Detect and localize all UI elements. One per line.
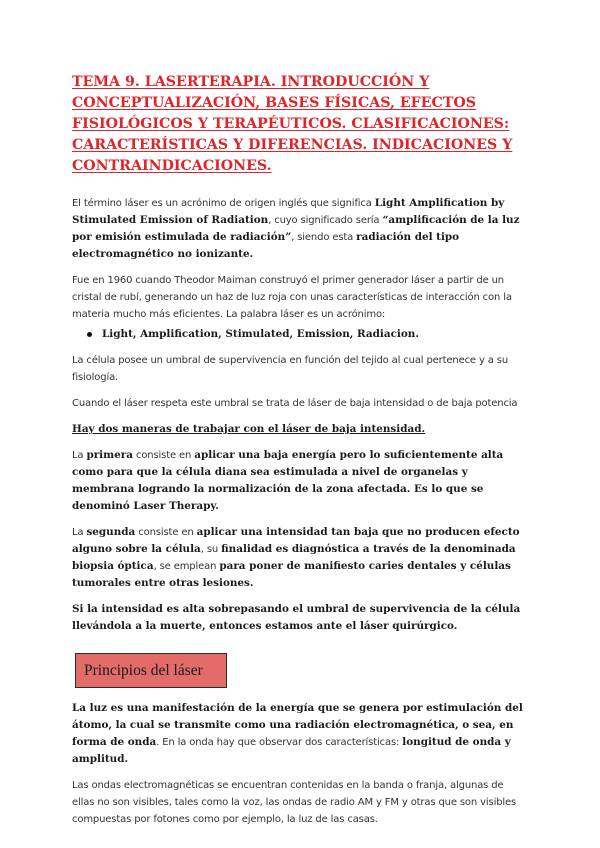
bold-text: aplicar una intensidad tan baja que no producen efecto alguno sobre la célula <box>72 526 520 555</box>
text-run: , su <box>200 544 222 555</box>
paragraph-light <box>72 700 528 768</box>
paragraph-threshold: La célula posee un umbral de supervivencia en función del tejido al cual pertenece y a su fisiología. <box>72 355 509 383</box>
bold-text: primera <box>86 449 133 461</box>
underlined-bold-text: Hay dos maneras de trabajar con el láser de baja intensidad. <box>72 423 426 435</box>
list-item <box>102 326 528 343</box>
text-run: , se emplean <box>153 561 220 572</box>
bold-text: aplicar una baja energía pero lo suficientemente alta como para que la célula diana sea estimulada a nivel de organelas y membrana logrando la normalización de la zona afectada. Es lo que se denominó Laser Therapy. <box>72 449 504 512</box>
bold-text: para poner de manifiesto caries dentales y células tumorales entre otras lesiones. <box>72 560 511 589</box>
text-run: La <box>72 527 87 538</box>
paragraph-definition <box>72 195 528 263</box>
bold-text: La luz es una manifestación de la energía que se genera por estimulación del átomo, la cual se transmite como una radiación electromagnética, o sea, en forma de onda <box>72 702 523 748</box>
paragraph-second-way <box>72 524 528 592</box>
text-run: La <box>72 450 87 461</box>
document-title: TEMA 9. LASERTERAPIA. INTRODUCCIÓN Y CONCEPTUALIZACIÓN, BASES FÍSICAS, EFECTOS FISIOLÓGICOS Y TERAPÉUTICOS. CLASIFICACIONES: CARACTERÍSTICAS Y DIFERENCIAS. INDICACIONES Y CONTRAINDICACIONES. <box>72 74 513 174</box>
bold-text: Light Amplification by Stimulated Emission of Radiation <box>72 197 505 226</box>
paragraph-history: Fue en 1960 cuando Theodor Maiman construyó el primer generador láser a partir de un cristal de rubí, generando un haz de luz roja con unas características de interacción con la materia mucho más eficientes. La palabra láser es un acrónimo: <box>72 275 512 320</box>
text-run: consiste en <box>135 527 197 538</box>
bold-text: finalidad es diagnóstica a través de la denominada biopsia óptica <box>72 543 516 572</box>
paragraph-surgical <box>72 601 528 635</box>
bold-text: Light, Amplification, Stimulated, Emission, Radiacion. <box>102 328 419 340</box>
paragraph-two-ways <box>72 421 528 438</box>
section-heading-principios: Principios del láser <box>75 653 227 688</box>
paragraph-waves: Las ondas electromagnéticas se encuentran contenidas en la banda o franja, algunas de ellas no son visibles, tales como la voz, las ondas de radio AM y FM y otras que son visibles compuestas por fotones como por ejemplo, la luz de las casas. <box>72 780 517 825</box>
bold-text: longitud de onda y amplitud. <box>72 736 511 765</box>
paragraph-low-power: Cuando el láser respeta este umbral se trata de láser de baja intensidad o de baja potencia <box>72 398 518 409</box>
bold-text: Si la intensidad es alta sobrepasando el umbral de supervivencia de la célula llevándola a la muerte, entonces estamos ante el láser quirúrgico. <box>72 603 521 632</box>
text-run: consiste en <box>132 450 195 461</box>
bold-text: segunda <box>86 526 136 538</box>
text-run: El término láser es un acrónimo de origen inglés que significa <box>72 198 375 209</box>
paragraph-first-way <box>72 447 528 515</box>
text-run: . En la onda hay que observar dos características: <box>156 737 403 748</box>
acronym-list <box>72 326 528 343</box>
document-body <box>72 72 528 837</box>
text-run: , cuyo significado sería <box>268 215 383 226</box>
bold-text: radiación del tipo electromagnético no ionizante. <box>72 231 460 260</box>
bold-text: “amplificación de la luz por emisión estimulada de radiación” <box>72 214 520 243</box>
text-run: , siendo esta <box>291 232 357 243</box>
